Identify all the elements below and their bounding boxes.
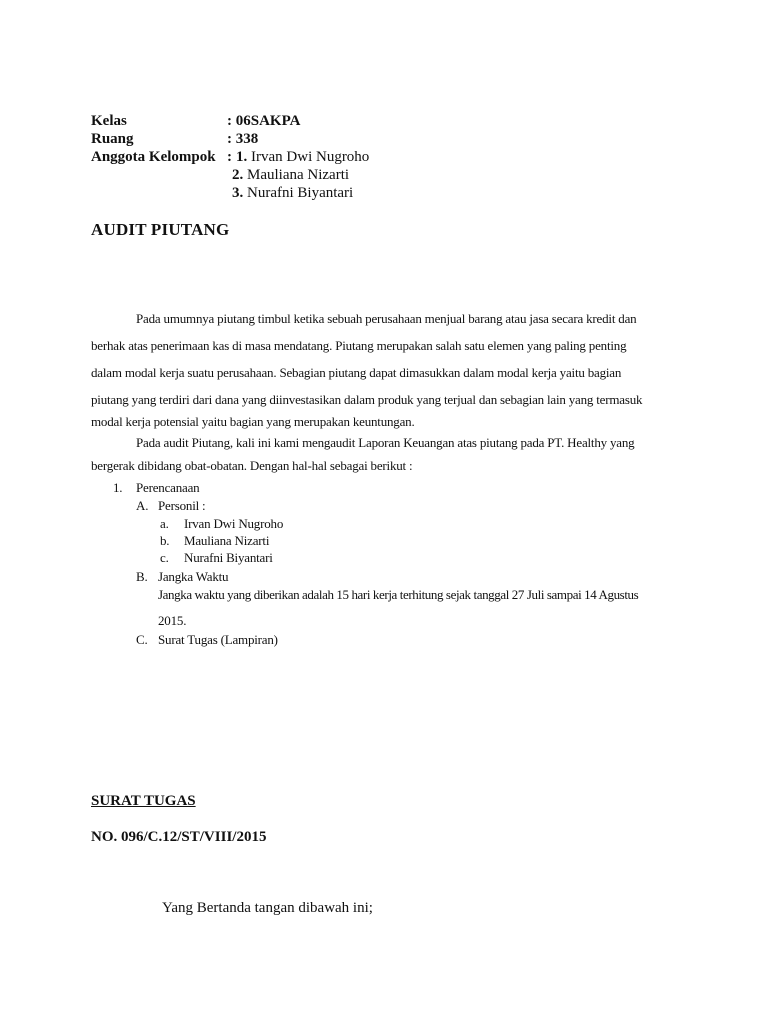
surat-tugas-opening: Yang Bertanda tangan dibawah ini; bbox=[162, 900, 373, 916]
paragraph-line: dalam modal kerja suatu perusahaan. Sebagian piutang dapat dimasukkan dalam modal kerja yaitu bagian bbox=[91, 365, 622, 380]
list-sub-item: Nurafni Biyantari bbox=[184, 550, 273, 565]
list-item-perencanaan: Perencanaan bbox=[136, 480, 200, 495]
list-sub-letter: b. bbox=[160, 533, 170, 548]
paragraph-line: modal kerja potensial yaitu bagian yang merupakan keuntungan. bbox=[91, 414, 415, 429]
member-name: Mauliana Nizarti bbox=[247, 167, 350, 183]
member-name: Irvan Dwi Nugroho bbox=[251, 149, 370, 165]
kelas-label: Kelas bbox=[91, 113, 127, 129]
list-letter: B. bbox=[136, 569, 148, 584]
surat-tugas-number: NO. 096/C.12/ST/VIII/2015 bbox=[91, 829, 267, 845]
list-letter: A. bbox=[136, 498, 149, 513]
member-3 bbox=[232, 184, 353, 202]
paragraph-line: Pada umumnya piutang timbul ketika sebuah perusahaan menjual barang atau jasa secara kredit dan bbox=[136, 311, 637, 326]
list-item-personil: Personil : bbox=[158, 498, 206, 513]
list-sub-item: Mauliana Nizarti bbox=[184, 533, 270, 548]
paragraph-intro bbox=[91, 305, 678, 430]
anggota-colon: : bbox=[227, 149, 232, 165]
member-number: 1. bbox=[236, 149, 248, 165]
list-number: 1. bbox=[113, 480, 123, 495]
jangka-waktu-text: Jangka waktu yang diberikan adalah 15 hari kerja terhitung sejak tanggal 27 Juli sampai 14 Agustus bbox=[158, 587, 639, 602]
paragraph-line: Pada audit Piutang, kali ini kami mengaudit Laporan Keuangan atas piutang pada PT. Healthy yang bbox=[136, 435, 635, 450]
member-name: Nurafni Biyantari bbox=[247, 185, 354, 201]
list-item-surat-tugas: Surat Tugas (Lampiran) bbox=[158, 632, 278, 647]
paragraph-line: berhak atas penerimaan kas di masa mendatang. Piutang merupakan salah satu elemen yang paling penting bbox=[91, 338, 627, 353]
paragraph-line: piutang yang terdiri dari dana yang diinvestasikan dalam produk yang terjual dan sebagian lain yang termasuk bbox=[91, 392, 643, 407]
kelas-value: : 06SAKPA bbox=[227, 113, 301, 129]
ruang-label: Ruang bbox=[91, 131, 134, 147]
list-sub-letter: c. bbox=[160, 550, 169, 565]
member-2 bbox=[232, 166, 349, 184]
list-item-jangka-waktu: Jangka Waktu bbox=[158, 569, 229, 584]
member-number: 3. bbox=[232, 185, 244, 201]
list-sub-letter: a. bbox=[160, 516, 169, 531]
document-title: AUDIT PIUTANG bbox=[91, 220, 230, 239]
member-number: 2. bbox=[232, 167, 244, 183]
paragraph-line: bergerak dibidang obat-obatan. Dengan hal-hal sebagai berikut : bbox=[91, 458, 413, 473]
anggota-label: Anggota Kelompok bbox=[91, 149, 216, 165]
member-1 bbox=[236, 148, 369, 166]
jangka-waktu-text-cont: 2015. bbox=[158, 613, 187, 628]
ruang-value: : 338 bbox=[227, 131, 259, 147]
list-letter: C. bbox=[136, 632, 148, 647]
surat-tugas-title: SURAT TUGAS bbox=[91, 793, 196, 809]
list-sub-item: Irvan Dwi Nugroho bbox=[184, 516, 284, 531]
paragraph-scope bbox=[91, 431, 678, 477]
